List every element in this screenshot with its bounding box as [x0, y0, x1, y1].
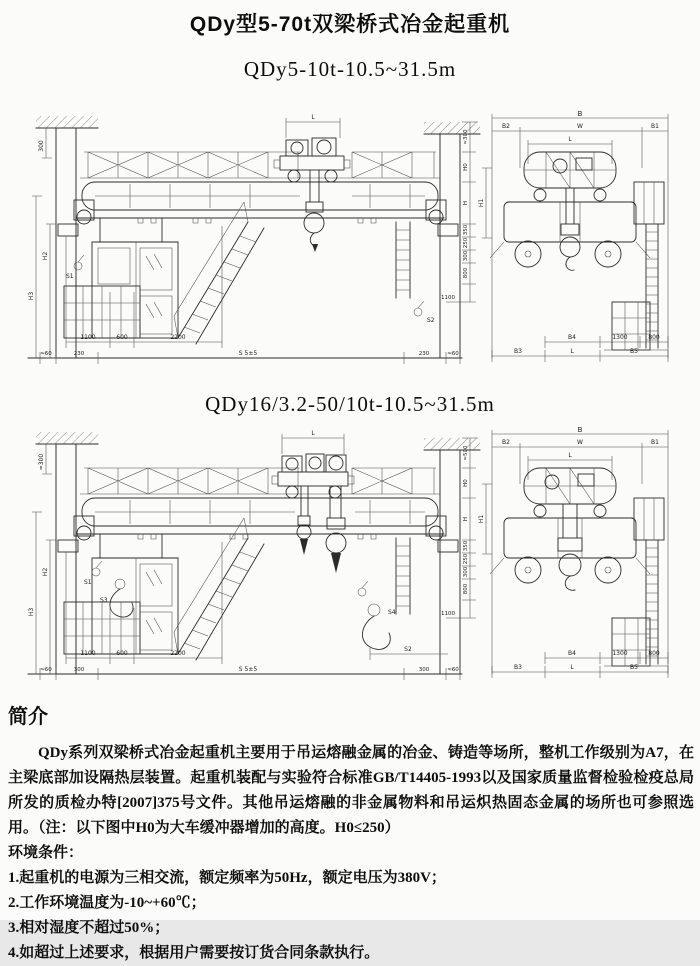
dim-label: 1100: [441, 611, 455, 617]
intro-heading: 简介: [8, 706, 48, 728]
dim-label: 300: [418, 667, 430, 673]
dim-label: 800: [648, 650, 660, 657]
dim-label-s4: S4: [388, 609, 396, 616]
dim-label: 350: [463, 540, 469, 552]
dim-label-s2: S2: [404, 646, 412, 653]
dim-label: L: [568, 452, 572, 459]
dim-label: 300: [73, 667, 85, 673]
walkway-truss: [80, 468, 440, 494]
dim-label: L: [570, 664, 574, 671]
right-dimensions: [441, 438, 478, 618]
figure2-caption: QDy16/3.2-50/10t-10.5~31.5m: [205, 392, 495, 416]
left-dimensions: [28, 128, 56, 358]
bottom-dimensions: [40, 226, 460, 364]
dim-label: ≈60: [40, 667, 52, 673]
dim-label: B1: [651, 123, 659, 130]
conditions-title: 环境条件：: [8, 845, 84, 861]
page-title: QDy型5-70t双梁桥式冶金起重机: [189, 13, 511, 36]
figure1-drawing: [0, 106, 700, 388]
dim-label: B4: [568, 650, 576, 657]
end-view-bottom-dims: [492, 650, 668, 678]
dim-label: 250: [463, 237, 469, 249]
dim-label: 350: [463, 224, 469, 236]
intro-paragraph: QDy系列双梁桥式冶金起重机主要用于吊运熔融金属的冶金、铸造等场所，整机工作级别为A7，在主梁底部加设隔热层装置。起重机装配与实验符合标准GB/T14405-1993以及国家质量监督检验检疫总局所发的质检办特[2007]375号文件。其他吊运熔融的非金属物料和吊运炽热固态金属的场所也可参照选用。（注：以下图中H0为大车缓冲器增加的高度。H0≤250）: [8, 745, 694, 836]
dim-label: 230: [73, 351, 85, 357]
dim-label: 800: [648, 334, 660, 341]
figure1-caption: QDy5-10t-10.5~31.5m: [243, 57, 457, 81]
staircase: [174, 202, 264, 344]
dim-label: H: [463, 200, 469, 206]
dim-label: 1300: [612, 650, 628, 657]
dim-label-h3: H3: [28, 291, 35, 301]
aux-hook-block: [297, 486, 311, 555]
dim-label-span: S 5±5: [238, 350, 258, 357]
dim-label-s2: S2: [427, 317, 435, 324]
end-view-bridge: [490, 518, 650, 583]
dim-label: H1: [478, 198, 485, 208]
dim-label-h3: H3: [28, 607, 35, 617]
end-view-trolley: [508, 152, 632, 202]
dim-label: ≈500: [463, 445, 469, 461]
end-view: [478, 426, 668, 678]
operator-cab: [64, 218, 178, 338]
side-ladder: [396, 222, 435, 324]
dim-label: 1100: [80, 650, 96, 657]
dim-label: B4: [568, 334, 576, 341]
dim-label: ≈300: [463, 129, 469, 145]
right-dimensions: [441, 122, 478, 302]
condition-item: 2.工作环境温度为-10~+60℃；: [8, 895, 206, 911]
end-view-bottom-dims: [492, 334, 668, 362]
dim-label: ≈60: [447, 667, 459, 673]
right-wall: [424, 438, 480, 674]
dim-label: 250: [463, 553, 469, 565]
dim-label: H1: [478, 514, 485, 524]
dim-label: H: [463, 516, 469, 522]
dim-label: 600: [116, 650, 128, 657]
dim-label: L: [568, 136, 572, 143]
condition-item: 4.如超过上述要求，根据用户需要按订货合同条款执行。: [8, 945, 380, 961]
end-view-hook: [558, 504, 582, 590]
dim-label: W: [577, 123, 583, 130]
staircase: [174, 518, 264, 660]
bridge-girder: [74, 182, 446, 224]
dim-label: 600: [116, 334, 128, 341]
dim-label: B2: [502, 123, 510, 130]
dim-label: 2200: [170, 650, 186, 657]
dim-label-h2: H2: [42, 251, 49, 261]
dim-label-L: L: [311, 430, 315, 437]
dim-label: ≈60: [447, 351, 459, 357]
dim-label: B3: [514, 348, 522, 355]
main-hook-block: [326, 486, 346, 573]
dim-label: W: [577, 439, 583, 446]
dim-label: 300: [463, 566, 469, 578]
bottom-dimensions: [40, 542, 460, 680]
dim-label: 2200: [170, 334, 186, 341]
dim-label-span: S 5±5: [238, 666, 258, 673]
left-dimensions: [28, 444, 56, 674]
dim-label: 1100: [80, 334, 96, 341]
operator-cab: [64, 534, 178, 654]
bridge-girder: [74, 498, 446, 540]
dim-label: B: [577, 110, 583, 118]
dim-label-s3: S3: [100, 597, 108, 604]
figure2-drawing: [0, 422, 700, 690]
dim-label: 300: [463, 250, 469, 262]
trolley: [274, 114, 350, 182]
end-view-hook: [560, 188, 580, 270]
dim-label: B5: [630, 664, 638, 671]
dim-label: B1: [651, 439, 659, 446]
dim-label: L: [570, 348, 574, 355]
end-view-dim-frame: [478, 110, 668, 358]
dim-label: 800: [463, 267, 469, 279]
trolley: [272, 430, 354, 498]
dim-label-300: 300: [38, 140, 45, 152]
dim-label-h2: H2: [42, 567, 49, 577]
dim-label: H0: [463, 163, 469, 171]
dim-label: 1100: [441, 295, 455, 301]
walkway-truss: [80, 152, 440, 178]
dim-label: 1300: [612, 334, 628, 341]
main-elevation-view: [28, 114, 480, 364]
main-elevation-view: [28, 430, 480, 680]
dim-label: H0: [463, 479, 469, 487]
condition-item: 1.起重机的电源为三相交流，额定频率为50Hz，额定电压为380V；: [8, 870, 446, 886]
dim-label: B3: [514, 664, 522, 671]
dim-label-s1: S1: [84, 579, 92, 586]
intro-section: [8, 700, 694, 966]
hook-sketch: [358, 581, 448, 660]
end-view-dim-frame: [478, 426, 668, 674]
dim-label: 230: [418, 351, 430, 357]
condition-item: 3.相对湿度不超过50%；: [8, 920, 170, 936]
side-ladder: [396, 538, 410, 614]
end-view: [478, 110, 668, 362]
dim-label: 800: [463, 583, 469, 595]
dim-label-L: L: [311, 114, 315, 121]
dim-label: B2: [502, 439, 510, 446]
dim-label: B5: [630, 348, 638, 355]
dim-label: ≈60: [40, 351, 52, 357]
end-view-trolley: [508, 468, 632, 518]
dim-label: B: [577, 426, 583, 434]
dim-label-s1: S1: [66, 273, 74, 280]
dim-label-300: ≈300: [38, 453, 45, 471]
